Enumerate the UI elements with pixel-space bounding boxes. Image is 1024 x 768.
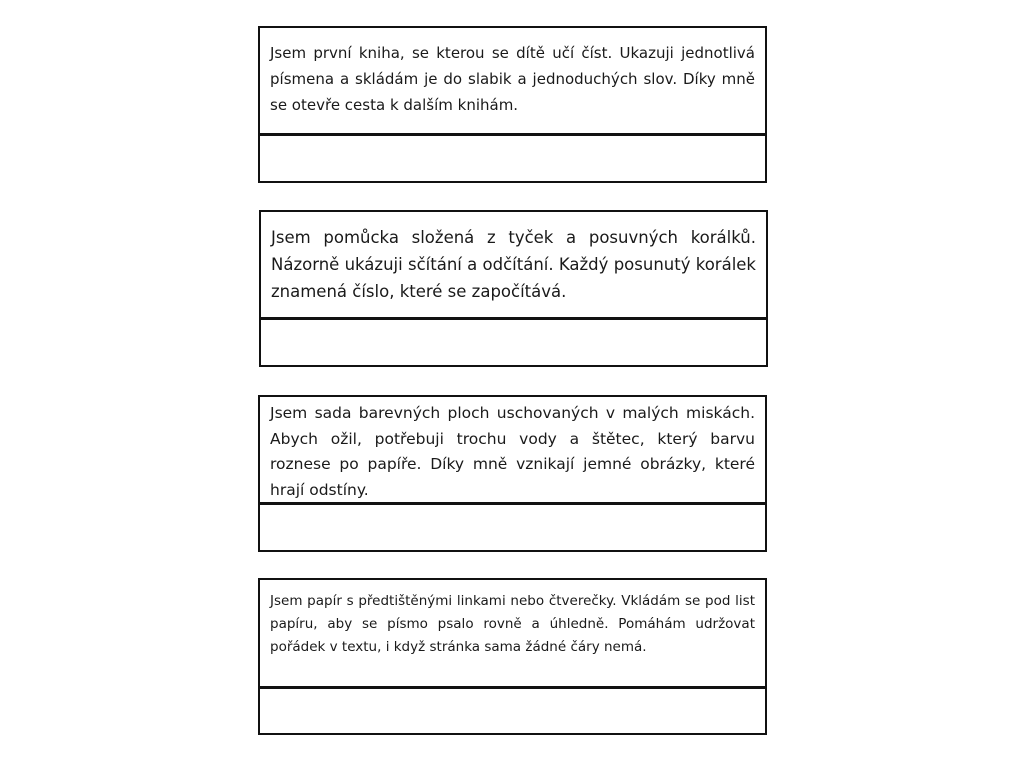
- answer-field-2[interactable]: [261, 320, 766, 365]
- riddle-text-2: Jsem pomůcka složená z tyček a posuvných korálků. Názorně ukázuji sčítání a odčítání. Každý posunutý korálek znamená číslo, které se započítává.: [261, 212, 766, 320]
- riddle-text-3: Jsem sada barevných ploch uschovaných v malých miskách. Abych ožil, potřebuji trochu vody a štětec, který barvu roznese po papíře. Díky mně vznikají jemné obrázky, které hrají odstíny.: [260, 397, 765, 505]
- answer-field-3[interactable]: [260, 505, 765, 550]
- riddle-text-1: Jsem první kniha, se kterou se dítě učí číst. Ukazuji jednotlivá písmena a skládám je do slabik a jednoduchých slov. Díky mně se otevře cesta k dalším knihám.: [260, 28, 765, 136]
- answer-field-1[interactable]: [260, 136, 765, 181]
- riddle-card-2: [259, 210, 768, 367]
- riddle-card-4: [258, 578, 767, 735]
- riddle-card-1: [258, 26, 767, 183]
- answer-field-4[interactable]: [260, 689, 765, 733]
- riddle-text-4: Jsem papír s předtištěnými linkami nebo čtverečky. Vkládám se pod list papíru, aby se písmo psalo rovně a úhledně. Pomáhám udržovat pořádek v textu, i když stránka sama žádné čáry nemá.: [260, 580, 765, 689]
- riddle-card-3: [258, 395, 767, 552]
